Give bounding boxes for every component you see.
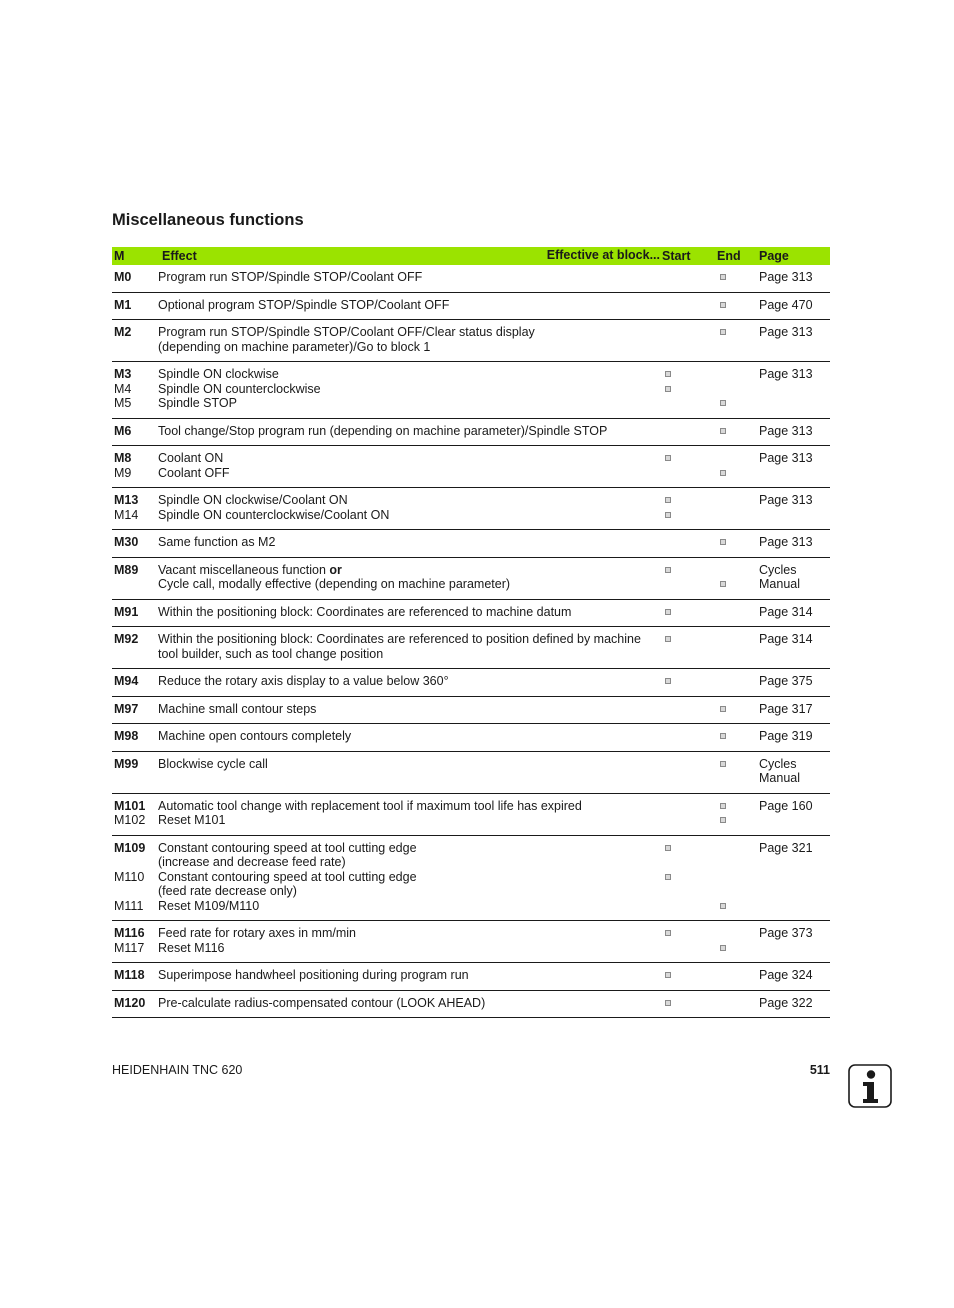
table-row — [112, 669, 830, 697]
effect-text: Spindle ON counterclockwise — [158, 381, 321, 396]
header-effect-label: Effect — [162, 248, 197, 263]
effect-text: (depending on machine parameter)/Go to block 1 — [158, 339, 431, 354]
effect-text: tool builder, such as tool change position — [158, 646, 384, 661]
m-code — [114, 855, 158, 870]
effect-text: Program run STOP/Spindle STOP/Coolant OFF — [158, 270, 423, 284]
table-row — [112, 921, 830, 963]
effect-line — [158, 270, 662, 285]
m-code: M101 — [114, 798, 146, 813]
page-reference: Page 313 — [759, 423, 813, 438]
end-marker-cell — [717, 724, 759, 752]
m-code: M14 — [114, 507, 139, 522]
header-effect — [158, 247, 662, 265]
effect-text: Spindle STOP — [158, 396, 237, 410]
start-marker-cell — [662, 418, 717, 446]
page-reference: Page 470 — [759, 297, 813, 312]
header-m: M — [112, 247, 158, 265]
page-ref-cell — [759, 599, 830, 627]
effect-text: Automatic tool change with replacement tool if maximum tool life has expired — [158, 798, 582, 813]
page-ref-cell — [759, 751, 830, 793]
m-code: M5 — [114, 396, 132, 410]
start-marker-cell — [662, 990, 717, 1018]
page-reference: Page 313 — [759, 493, 813, 507]
square-bullet-icon — [720, 803, 726, 809]
header-page: Page — [759, 247, 830, 265]
effect-text: Constant contouring speed at tool cutting edge — [158, 840, 417, 855]
table-row — [112, 835, 830, 921]
effect-text: Coolant OFF — [158, 465, 230, 480]
m-code: M91 — [114, 604, 139, 619]
effect-cell — [158, 557, 662, 599]
start-marker-cell — [662, 362, 717, 419]
effect-text: Within the positioning block: Coordinates are referenced to position defined by machine — [158, 632, 641, 646]
effect-text: Reset M116 — [158, 940, 225, 955]
table-row — [112, 599, 830, 627]
effect-cell — [158, 835, 662, 921]
page-ref-cell — [759, 669, 830, 697]
effect-line — [158, 702, 662, 717]
end-marker-cell — [717, 669, 759, 697]
square-bullet-icon — [720, 817, 726, 823]
effect-line — [158, 451, 662, 466]
header-end: End — [717, 247, 759, 265]
table-row — [112, 557, 830, 599]
square-bullet-icon — [665, 512, 671, 518]
page-ref-cell — [759, 835, 830, 921]
table-row — [112, 488, 830, 530]
footer-page-number: 511 — [809, 1063, 830, 1077]
m-code: M94 — [114, 674, 139, 688]
effect-line — [158, 926, 662, 941]
effect-text: Spindle ON counterclockwise/Coolant ON — [158, 507, 390, 522]
effect-cell — [158, 446, 662, 488]
square-bullet-icon — [720, 761, 726, 767]
table-row — [112, 292, 830, 320]
square-bullet-icon — [665, 845, 671, 851]
start-marker-cell — [662, 627, 717, 669]
square-bullet-icon — [720, 428, 726, 434]
effect-cell — [158, 488, 662, 530]
effect-text: Cycle call, modally effective (depending on machine parameter) — [158, 577, 511, 591]
m-code: M98 — [114, 729, 139, 743]
m-code: M109 — [114, 840, 146, 855]
square-bullet-icon — [720, 274, 726, 280]
effect-cell — [158, 963, 662, 991]
table-row — [112, 990, 830, 1018]
page-ref-cell — [759, 557, 830, 599]
m-code-cell — [112, 835, 158, 921]
table-row — [112, 627, 830, 669]
m-code-cell — [112, 292, 158, 320]
square-bullet-icon — [720, 581, 726, 587]
end-marker-cell — [717, 990, 759, 1018]
page-ref-cell — [759, 724, 830, 752]
effect-line — [158, 508, 662, 523]
page-ref-cell — [759, 292, 830, 320]
effect-text: Machine open contours completely — [158, 729, 352, 743]
page-reference: Page 313 — [759, 451, 813, 465]
effect-text: Machine small contour steps — [158, 701, 317, 716]
square-bullet-icon — [665, 386, 671, 392]
m-code-cell — [112, 446, 158, 488]
page-reference: Page 313 — [759, 367, 813, 381]
effect-line — [158, 855, 662, 870]
effect-line — [158, 424, 662, 439]
start-marker-cell — [662, 724, 717, 752]
end-marker-cell — [717, 530, 759, 558]
end-marker-cell — [717, 793, 759, 835]
effect-text: Reset M109/M110 — [158, 898, 260, 913]
effect-text: Within the positioning block: Coordinates are referenced to machine datum — [158, 604, 572, 619]
effect-line — [158, 813, 662, 828]
square-bullet-icon — [720, 903, 726, 909]
page-ref-cell — [759, 362, 830, 419]
m-code: M4 — [114, 381, 132, 396]
misc-functions-table — [112, 247, 830, 1018]
m-code-cell — [112, 557, 158, 599]
effect-cell — [158, 724, 662, 752]
m-code: M13 — [114, 493, 139, 507]
start-marker-cell — [662, 751, 717, 793]
effect-line — [158, 870, 662, 885]
start-marker-cell — [662, 557, 717, 599]
m-code: M102 — [114, 813, 146, 827]
m-code: M2 — [114, 325, 132, 339]
page-reference: Manual — [759, 577, 800, 591]
page-reference: Page 373 — [759, 926, 813, 940]
square-bullet-icon — [720, 539, 726, 545]
page-ref-cell — [759, 320, 830, 362]
m-code: M118 — [114, 968, 145, 982]
effect-cell — [158, 292, 662, 320]
start-marker-cell — [662, 292, 717, 320]
effect-line — [158, 647, 662, 662]
effect-cell — [158, 696, 662, 724]
end-marker-cell — [717, 265, 759, 292]
end-marker-cell — [717, 418, 759, 446]
m-code-cell — [112, 362, 158, 419]
square-bullet-icon — [720, 945, 726, 951]
m-code-cell — [112, 599, 158, 627]
end-marker-cell — [717, 963, 759, 991]
effect-cell — [158, 627, 662, 669]
m-code: M116 — [114, 926, 145, 940]
page-ref-cell — [759, 488, 830, 530]
end-marker-cell — [717, 362, 759, 419]
effect-conjunction: or — [329, 562, 342, 577]
effect-line — [158, 799, 662, 814]
start-marker-cell — [662, 963, 717, 991]
page-reference: Page 375 — [759, 674, 813, 688]
effect-line — [158, 941, 662, 956]
start-marker-cell — [662, 921, 717, 963]
page-reference: Manual — [759, 771, 800, 785]
m-code: M0 — [114, 270, 132, 284]
table-row — [112, 696, 830, 724]
table-row — [112, 963, 830, 991]
page-ref-cell — [759, 418, 830, 446]
effect-line — [158, 382, 662, 397]
table-body — [112, 265, 830, 1018]
m-code-cell — [112, 751, 158, 793]
info-icon — [848, 1064, 892, 1108]
effect-text: Spindle ON clockwise — [158, 367, 279, 381]
effect-line — [158, 577, 662, 592]
start-marker-cell — [662, 696, 717, 724]
page-reference: Page 322 — [759, 995, 813, 1010]
page-reference: Page 314 — [759, 632, 813, 646]
page-reference: Page 324 — [759, 968, 813, 982]
page-reference: Page 317 — [759, 701, 813, 716]
page-reference: Page 319 — [759, 729, 813, 743]
page-ref-cell — [759, 696, 830, 724]
page-ref-cell — [759, 921, 830, 963]
table-row — [112, 320, 830, 362]
effect-line — [158, 325, 662, 340]
effect-text: Reset M101 — [158, 813, 226, 827]
effect-text: Spindle ON clockwise/Coolant ON — [158, 493, 348, 507]
end-marker-cell — [717, 320, 759, 362]
page-ref-cell — [759, 265, 830, 292]
m-code: M6 — [114, 423, 132, 438]
start-marker-cell — [662, 530, 717, 558]
page-ref-cell — [759, 530, 830, 558]
start-marker-cell — [662, 446, 717, 488]
effect-line — [158, 396, 662, 411]
effect-cell — [158, 990, 662, 1018]
effect-text: (feed rate decrease only) — [158, 884, 297, 898]
effect-line — [158, 493, 662, 508]
effect-cell — [158, 793, 662, 835]
effect-text: Blockwise cycle call — [158, 756, 268, 771]
m-code-cell — [112, 990, 158, 1018]
m-code: M89 — [114, 562, 139, 577]
square-bullet-icon — [665, 455, 671, 461]
m-code: M3 — [114, 367, 132, 381]
m-code-cell — [112, 669, 158, 697]
table-row — [112, 793, 830, 835]
end-marker-cell — [717, 446, 759, 488]
effect-line — [158, 757, 662, 772]
effect-cell — [158, 265, 662, 292]
effect-cell — [158, 921, 662, 963]
table-row — [112, 446, 830, 488]
start-marker-cell — [662, 669, 717, 697]
effect-text: Pre-calculate radius-compensated contour (LOOK AHEAD) — [158, 995, 486, 1010]
start-marker-cell — [662, 793, 717, 835]
effect-text: Vacant miscellaneous function — [158, 562, 326, 577]
effect-text: Tool change/Stop program run (depending on machine parameter)/Spindle STOP — [158, 423, 608, 438]
end-marker-cell — [717, 751, 759, 793]
effect-line — [158, 340, 662, 355]
square-bullet-icon — [665, 678, 671, 684]
effect-cell — [158, 530, 662, 558]
header-effective-at: Effective at block... — [546, 248, 660, 262]
start-marker-cell — [662, 599, 717, 627]
effect-cell — [158, 320, 662, 362]
page-ref-cell — [759, 963, 830, 991]
page-reference: Page 321 — [759, 840, 813, 855]
square-bullet-icon — [720, 329, 726, 335]
m-code: M110 — [114, 869, 145, 884]
square-bullet-icon — [665, 371, 671, 377]
effect-text: Reduce the rotary axis display to a value below 360° — [158, 674, 449, 688]
square-bullet-icon — [665, 930, 671, 936]
square-bullet-icon — [665, 972, 671, 978]
square-bullet-icon — [665, 609, 671, 615]
effect-line — [158, 841, 662, 856]
effect-text: Superimpose handwheel positioning during program run — [158, 968, 469, 982]
square-bullet-icon — [720, 706, 726, 712]
effect-line — [158, 466, 662, 481]
effect-text: Optional program STOP/Spindle STOP/Coolant OFF — [158, 297, 450, 312]
page-reference: Page 160 — [759, 798, 813, 813]
effect-line — [158, 968, 662, 983]
effect-line — [158, 298, 662, 313]
effect-line — [158, 605, 662, 620]
m-code-cell — [112, 627, 158, 669]
square-bullet-icon — [720, 733, 726, 739]
end-marker-cell — [717, 557, 759, 599]
m-code: M9 — [114, 465, 132, 480]
page-reference: Cycles — [759, 562, 797, 577]
effect-line — [158, 899, 662, 914]
m-code-cell — [112, 696, 158, 724]
m-code-cell — [112, 963, 158, 991]
square-bullet-icon — [665, 1000, 671, 1006]
table-row — [112, 724, 830, 752]
page-reference: Page 313 — [759, 535, 813, 549]
square-bullet-icon — [720, 302, 726, 308]
effect-line — [158, 996, 662, 1011]
footer-product-name: HEIDENHAIN TNC 620 — [112, 1063, 243, 1077]
start-marker-cell — [662, 835, 717, 921]
m-code-cell — [112, 320, 158, 362]
effect-cell — [158, 669, 662, 697]
page-title: Miscellaneous functions — [112, 211, 304, 229]
m-code: M99 — [114, 756, 139, 771]
effect-line — [158, 884, 662, 899]
m-code — [114, 884, 158, 899]
end-marker-cell — [717, 488, 759, 530]
square-bullet-icon — [665, 567, 671, 573]
m-code: M97 — [114, 701, 139, 716]
m-code-cell — [112, 488, 158, 530]
effect-text: Constant contouring speed at tool cutting edge — [158, 869, 417, 884]
end-marker-cell — [717, 292, 759, 320]
table-row — [112, 751, 830, 793]
effect-cell — [158, 751, 662, 793]
header-start: Start — [662, 247, 717, 265]
m-code: M30 — [114, 535, 139, 549]
effect-text: Program run STOP/Spindle STOP/Coolant OFF/Clear status display — [158, 325, 535, 339]
table-header-row — [112, 247, 830, 265]
effect-cell — [158, 599, 662, 627]
m-code: M120 — [114, 995, 146, 1010]
m-code: M1 — [114, 297, 132, 312]
square-bullet-icon — [720, 470, 726, 476]
effect-cell — [158, 418, 662, 446]
effect-line — [158, 729, 662, 744]
page-reference: Page 313 — [759, 325, 813, 339]
effect-text: Feed rate for rotary axes in mm/min — [158, 926, 356, 940]
square-bullet-icon — [665, 497, 671, 503]
m-code: M8 — [114, 451, 132, 465]
page-ref-cell — [759, 627, 830, 669]
effect-line — [158, 535, 662, 550]
end-marker-cell — [717, 696, 759, 724]
m-code-cell — [112, 921, 158, 963]
effect-line — [158, 674, 662, 689]
table-row — [112, 265, 830, 292]
m-code-cell — [112, 530, 158, 558]
page-reference: Page 313 — [759, 270, 813, 284]
page-ref-cell — [759, 446, 830, 488]
start-marker-cell — [662, 320, 717, 362]
effect-text: (increase and decrease feed rate) — [158, 855, 346, 869]
m-code: M117 — [114, 940, 145, 955]
page-reference: Page 314 — [759, 604, 813, 619]
m-code: M92 — [114, 632, 139, 646]
end-marker-cell — [717, 599, 759, 627]
effect-line — [158, 367, 662, 382]
start-marker-cell — [662, 265, 717, 292]
table-row — [112, 362, 830, 419]
m-code-cell — [112, 793, 158, 835]
table-row — [112, 418, 830, 446]
effect-line — [158, 563, 662, 578]
m-code-cell — [112, 265, 158, 292]
effect-line — [158, 632, 662, 647]
page-ref-cell — [759, 793, 830, 835]
square-bullet-icon — [720, 400, 726, 406]
m-code-cell — [112, 418, 158, 446]
page-ref-cell — [759, 990, 830, 1018]
page-reference: Cycles — [759, 756, 797, 771]
effect-text: Same function as M2 — [158, 535, 276, 549]
table-row — [112, 530, 830, 558]
start-marker-cell — [662, 488, 717, 530]
square-bullet-icon — [665, 636, 671, 642]
effect-text: Coolant ON — [158, 451, 224, 465]
effect-cell — [158, 362, 662, 419]
end-marker-cell — [717, 627, 759, 669]
square-bullet-icon — [665, 874, 671, 880]
m-code-cell — [112, 724, 158, 752]
end-marker-cell — [717, 835, 759, 921]
end-marker-cell — [717, 921, 759, 963]
m-code: M111 — [114, 898, 144, 913]
